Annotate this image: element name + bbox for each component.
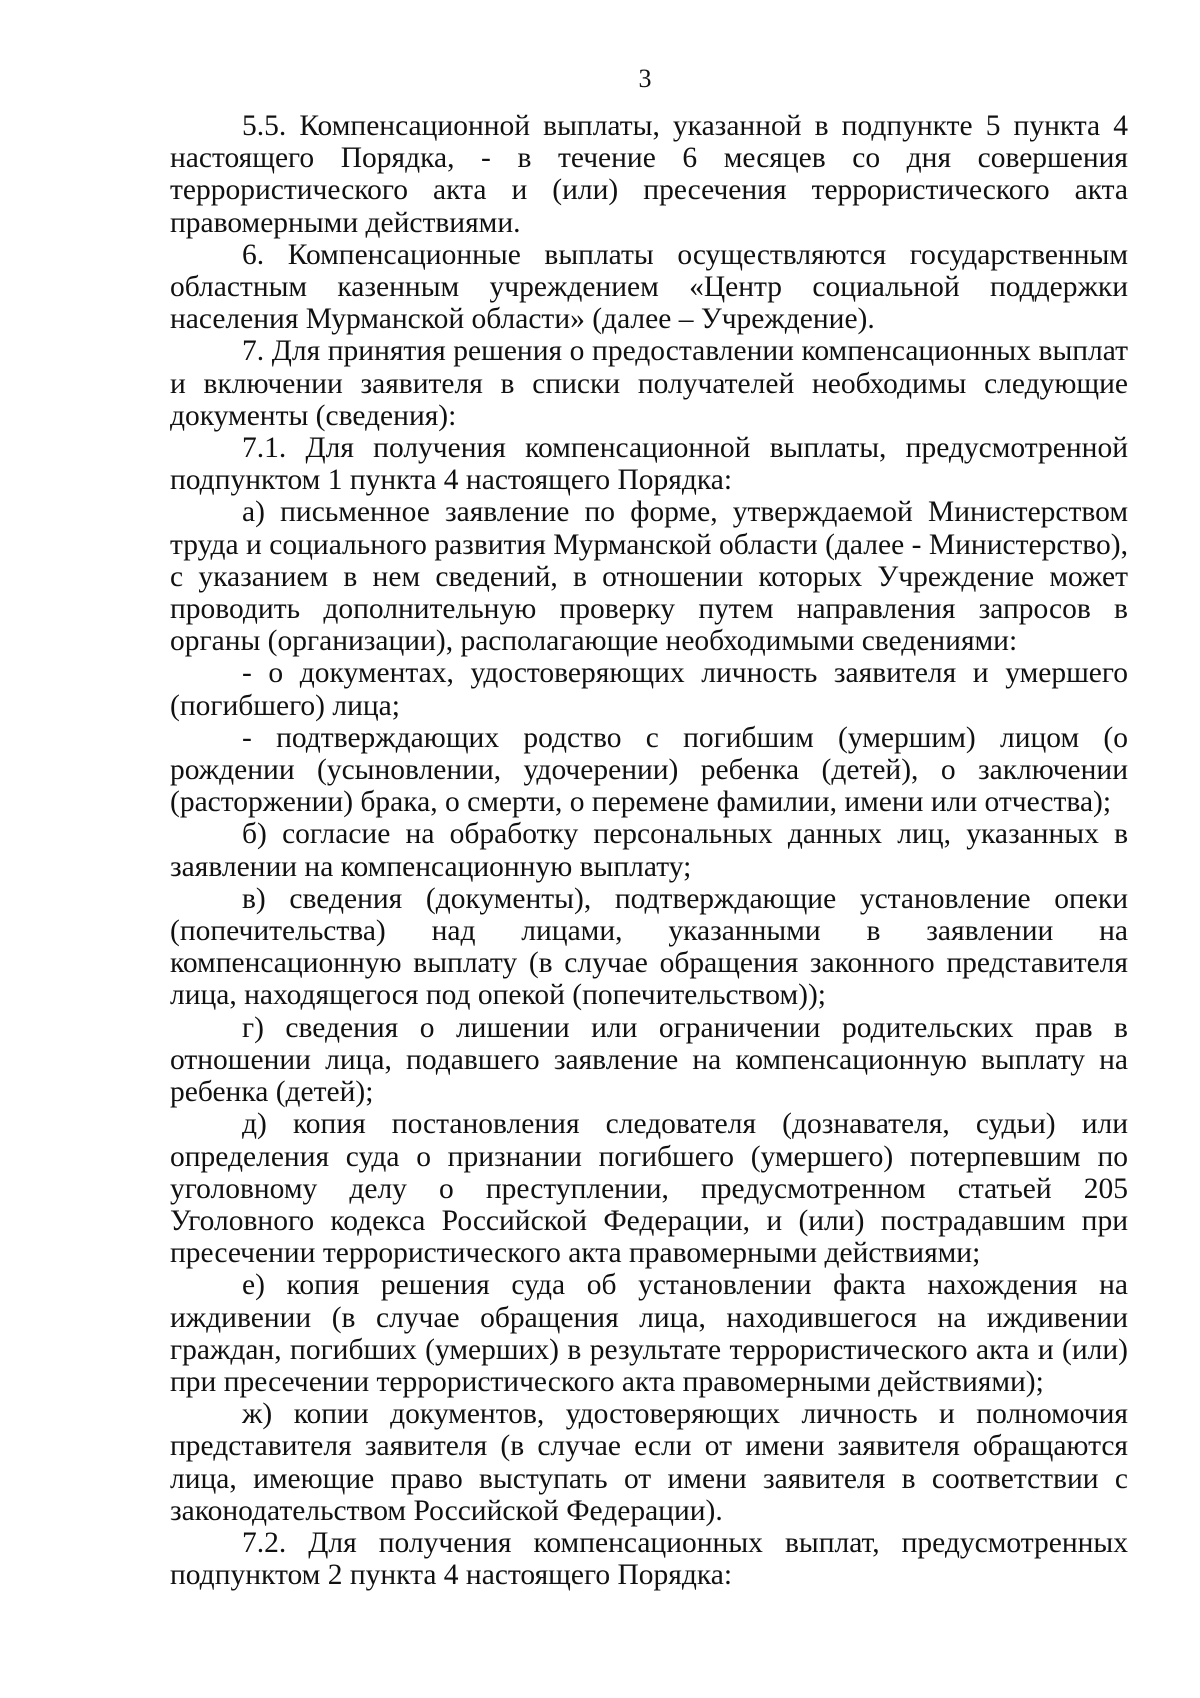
paragraph-7-1: 7.1. Для получения компенсационной выплаты, предусмотренной подпунктом 1 пункта 4 настоящего Порядка: (170, 432, 1128, 497)
paragraph-6: 6. Компенсационные выплаты осуществляются государственным областным казенным учреждением «Центр социальной поддержки населения Мурманской области» (далее – Учреждение). (170, 238, 1128, 336)
paragraph-7-1-a-dash-1: - о документах, удостоверяющих личность заявителя и умершего (погибшего) лица; (170, 657, 1128, 722)
paragraph-7-1-a-dash-2: - подтверждающих родство с погибшим (умершим) лицом (о рождении (усыновлении, удочерении) ребенка (детей), о заключении (расторжении) брака, о смерти, о перемене фамилии, имени или отчества); (170, 721, 1128, 819)
paragraph-5-5: 5.5. Компенсационной выплаты, указанной в подпункте 5 пункта 4 настоящего Порядка, - в течение 6 месяцев со дня совершения террористического акта и (или) пресечения террористического акта правомерными действиями. (170, 110, 1128, 239)
paragraph-7-1-e: е) копия решения суда об установлении факта нахождения на иждивении (в случае обращения лица, находившегося на иждивении граждан, погибших (умерших) в результате террористического акта и (или) при пресечении террористического акта правомерными действиями); (170, 1269, 1128, 1398)
paragraph-7-2: 7.2. Для получения компенсационных выплат, предусмотренных подпунктом 2 пункта 4 настоящего Порядка: (170, 1526, 1128, 1592)
paragraph-7-1-d: д) копия постановления следователя (дознавателя, судьи) или определения суда о признании погибшего (умершего) потерпевшим по уголовному делу о преступлении, предусмотренном статьей 205 Уголовного кодекса Российской Федерации, и (или) пострадавшим при пресечении террористического акта правомерными действиями; (170, 1108, 1128, 1270)
paragraph-7-1-v: в) сведения (документы), подтверждающие установление опеки (попечительства) над лицами, указанными в заявлении на компенсационную выплату (в случае обращения законного представителя лица, находящегося под опекой (попечительством)); (170, 882, 1128, 1012)
paragraph-7-1-b: б) согласие на обработку персональных данных лиц, указанных в заявлении на компенсационную выплату; (170, 818, 1128, 883)
paragraph-7: 7. Для принятия решения о предоставлении компенсационных выплат и включении заявителя в списки получателей необходимы следующие документы (сведения): (170, 335, 1128, 432)
paragraph-7-1-a: а) письменное заявление по форме, утверждаемой Министерством труда и социального развития Мурманской области (далее - Министерство), с указанием в нем сведений, в отношении которых Учреждение может проводить дополнительную проверку путем направления запросов в органы (организации), располагающие необходимыми сведениями: (170, 496, 1128, 658)
paragraph-7-1-zh: ж) копии документов, удостоверяющих личность и полномочия представителя заявителя (в случае если от имени заявителя обращаются лица, имеющие право выступать от имени заявителя в соответствии с законодательством Российской Федерации). (170, 1398, 1128, 1527)
page-number: 3 (638, 64, 652, 93)
paragraph-7-1-g: г) сведения о лишении или ограничении родительских прав в отношении лица, подавшего заявление на компенсационную выплату на ребенка (детей); (170, 1011, 1128, 1109)
document-body (170, 110, 1128, 1591)
